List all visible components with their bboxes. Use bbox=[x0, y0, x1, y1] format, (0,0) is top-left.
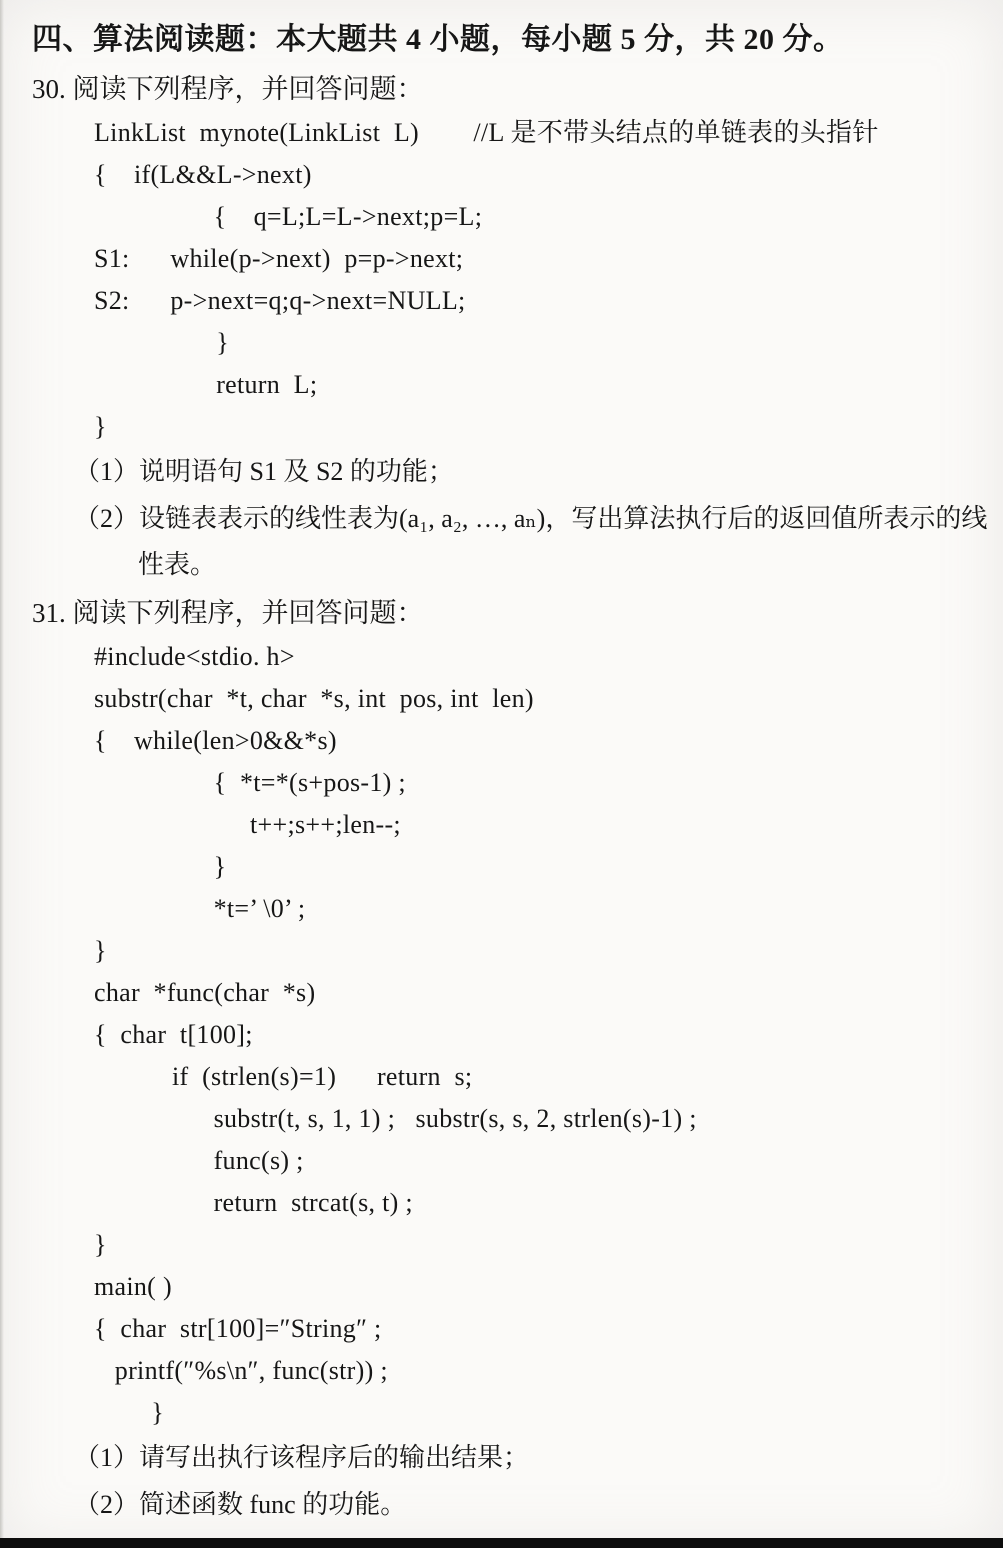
code-line: } bbox=[151, 1398, 164, 1427]
question-30-subquestions bbox=[74, 449, 995, 588]
code-line: { q=L;L=L->next;p=L; bbox=[213, 202, 483, 231]
question-31-code-listing bbox=[94, 636, 995, 1434]
code-line: { char t[100]; bbox=[94, 1020, 253, 1049]
code-line: #include<stdio. h> bbox=[94, 642, 295, 671]
subquestion-item: （2）设链表表示的线性表为(a₁, a₂, …, aₙ)，写出算法执行后的返回值所表示的线性表。 bbox=[74, 504, 988, 579]
subquestion-item: （1）说明语句 S1 及 S2 的功能； bbox=[74, 457, 454, 486]
section-title: 四、算法阅读题：本大题共 4 小题，每小题 5 分，共 20 分。 bbox=[32, 23, 844, 56]
code-line: { *t=*(s+pos-1) ; bbox=[213, 768, 406, 797]
code-line: substr(char *t, char *s, int pos, int len) bbox=[94, 684, 534, 713]
code-line: { while(len>0&&*s) bbox=[94, 726, 337, 755]
code-line: } bbox=[94, 1230, 107, 1259]
code-line: } bbox=[216, 328, 229, 357]
code-line: { if(L&&L->next) bbox=[94, 160, 312, 189]
subquestion-item: （1）请写出执行该程序后的输出结果； bbox=[74, 1443, 530, 1472]
question-30-code-listing bbox=[94, 112, 995, 448]
code-line: func(s) ; bbox=[213, 1146, 304, 1175]
code-line: char *func(char *s) bbox=[94, 978, 316, 1007]
code-line: S2: p->next=q;q->next=NULL; bbox=[94, 286, 466, 315]
code-line: } bbox=[94, 412, 107, 441]
code-line: } bbox=[213, 852, 227, 881]
code-line: } bbox=[94, 936, 107, 965]
subquestion-item: （2）简述函数 func 的功能。 bbox=[74, 1490, 407, 1519]
code-line: substr(t, s, 1, 1) ; substr(s, s, 2, strlen(s)-1) ; bbox=[213, 1104, 697, 1133]
question-30-section bbox=[32, 66, 995, 588]
code-line: t++;s++;len--; bbox=[250, 810, 401, 839]
code-line: S1: while(p->next) p=p->next; bbox=[94, 244, 464, 273]
code-line: main( ) bbox=[94, 1272, 172, 1301]
question-31-section bbox=[32, 590, 995, 1528]
code-line: LinkList mynote(LinkList L) //L 是不带头结点的单链表的头指针 bbox=[94, 118, 879, 147]
code-line: { char str[100]=″String″ ; bbox=[94, 1314, 382, 1343]
code-line: if (strlen(s)=1) return s; bbox=[172, 1062, 473, 1091]
question-31-prompt: 31. 阅读下列程序，并回答问题： bbox=[32, 598, 424, 628]
scan-bottom-bar bbox=[0, 1538, 1003, 1548]
question-31-subquestions bbox=[74, 1435, 995, 1528]
code-line: *t=’ \0’ ; bbox=[213, 894, 306, 923]
code-line: printf(″%s\n″, func(str)) ; bbox=[114, 1356, 388, 1385]
code-line: return L; bbox=[216, 370, 318, 399]
code-line: return strcat(s, t) ; bbox=[213, 1188, 413, 1217]
question-30-prompt: 30. 阅读下列程序，并回答问题： bbox=[32, 74, 424, 104]
